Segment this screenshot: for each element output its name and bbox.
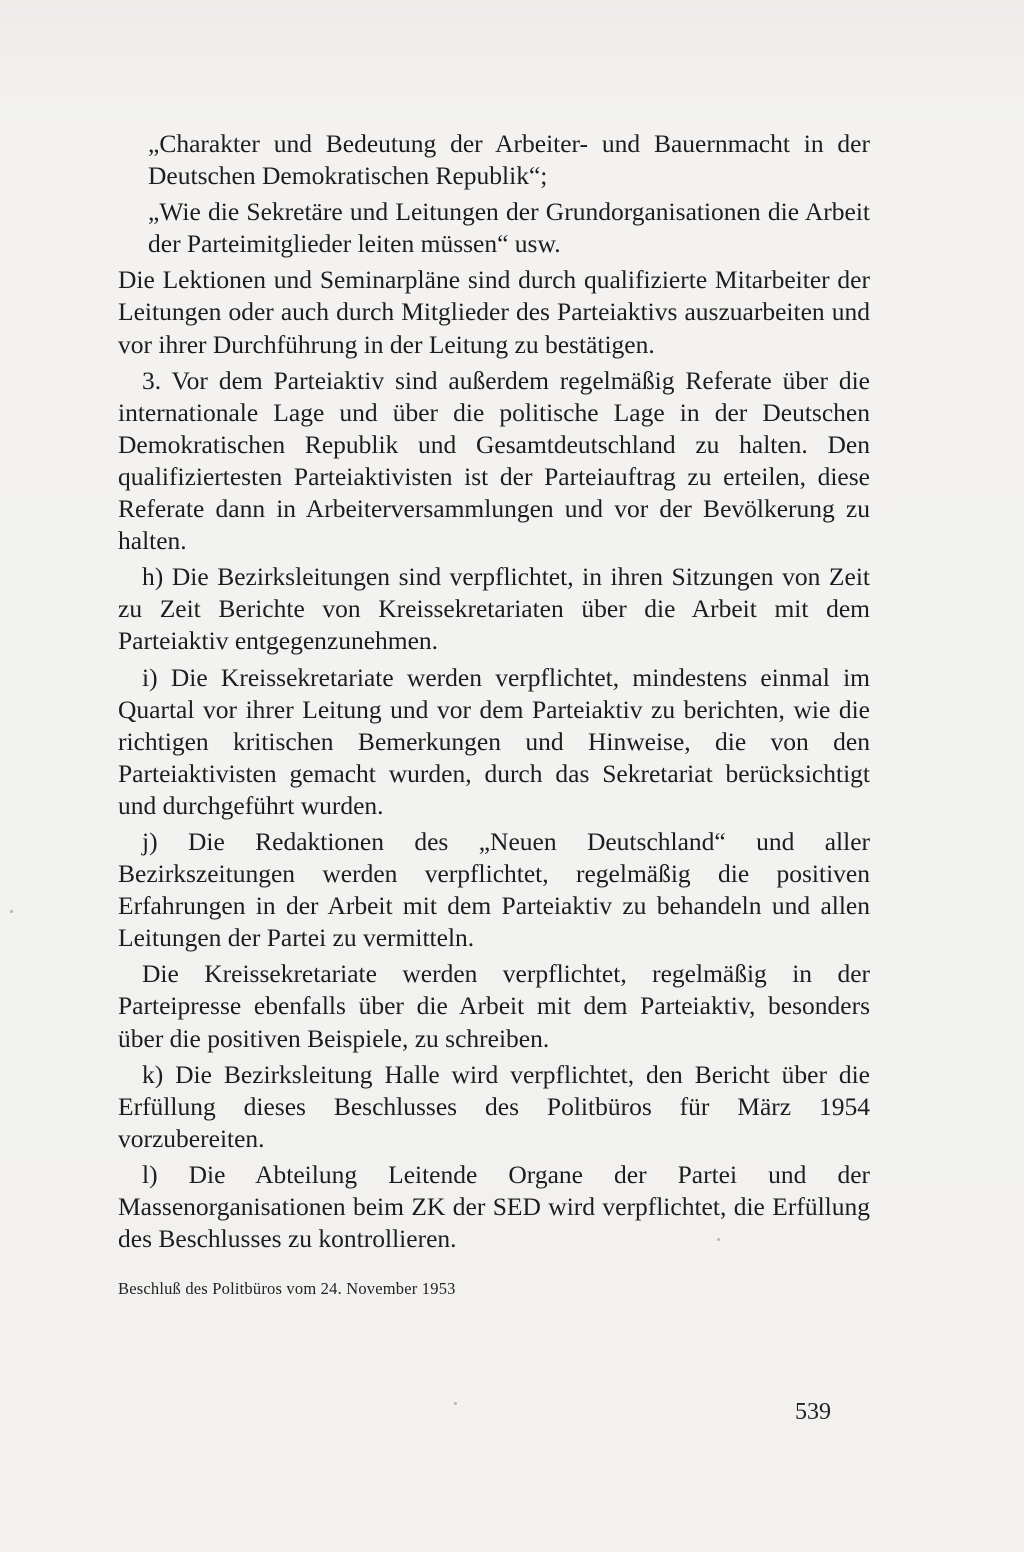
body-paragraph: l) Die Abteilung Leitende Organe der Partei und der Massenorganisationen beim ZK der SED wird verpflichtet, die Erfüllung des Beschlusses zu kontrollieren. xyxy=(118,1159,870,1254)
paper-speck xyxy=(454,1402,457,1405)
body-paragraph: k) Die Bezirksleitung Halle wird verpflichtet, den Bericht über die Erfüllung dieses Beschlusses des Politbüros für März 1954 vorzubereiten. xyxy=(118,1059,870,1153)
body-paragraph: 3. Vor dem Parteiaktiv sind außerdem regelmäßig Referate über die internationale Lage und über die politische Lage in der Deutschen Demokratischen Republik und Gesamtdeutschland zu halten. Den qualifiziertesten Parteiaktivisten ist der Parteiauftrag zu erteilen, diese Referate dann in Arbeiterversammlungen und vor der Bevölkerung zu halten. xyxy=(118,365,870,556)
body-paragraph: Die Kreissekretariate werden verpflichtet, regelmäßig in der Parteipresse ebenfalls über die Arbeit mit dem Parteiaktiv, besonders über die positiven Beispiele, zu schreiben. xyxy=(118,959,870,1053)
body-paragraph: Die Lektionen und Seminarpläne sind durch qualifizierte Mitarbeiter der Leitungen oder auch durch Mitglieder des Parteiaktivs auszuarbeiten und vor ihrer Durchführung in der Leitung zu bestätigen. xyxy=(118,265,870,359)
paper-speck xyxy=(10,910,13,913)
body-paragraph: j) Die Redaktionen des „Neuen Deutschland“ und aller Bezirkszeitungen werden verpflichtet, regelmäßig die positiven Erfahrungen in der Arbeit mit dem Parteiaktiv zu behandeln und allen Leitungen der Partei zu vermitteln. xyxy=(118,826,870,953)
document-footnote: Beschluß des Politbüros vom 24. November 1953 xyxy=(118,1279,456,1298)
body-paragraph: h) Die Bezirksleitungen sind verpflichtet, in ihren Sitzungen von Zeit zu Zeit Berichte von Kreissekretariaten über die Arbeit mit dem Parteiaktiv entgegenzunehmen. xyxy=(118,562,870,656)
document-body xyxy=(118,128,870,1259)
body-paragraph: i) Die Kreissekretariate werden verpflichtet, mindestens einmal im Quartal vor ihrer Leitung und vor dem Parteiaktiv zu berichten, wie die richtigen kritischen Bemerkungen und Hinweise, die von den Parteiaktivisten gemacht wurden, durch das Sekretariat berücksichtigt und durchgeführt wurden. xyxy=(118,662,870,820)
quote-line: „Wie die Sekretäre und Leitungen der Grundorganisationen die Arbeit der Parteimitglieder leiten müssen“ usw. xyxy=(148,197,870,259)
paper-speck xyxy=(717,1238,720,1241)
quote-line: „Charakter und Bedeutung der Arbeiter- und Bauernmacht in der Deutschen Demokratischen Republik“; xyxy=(148,129,870,191)
page-number: 539 xyxy=(795,1399,831,1425)
